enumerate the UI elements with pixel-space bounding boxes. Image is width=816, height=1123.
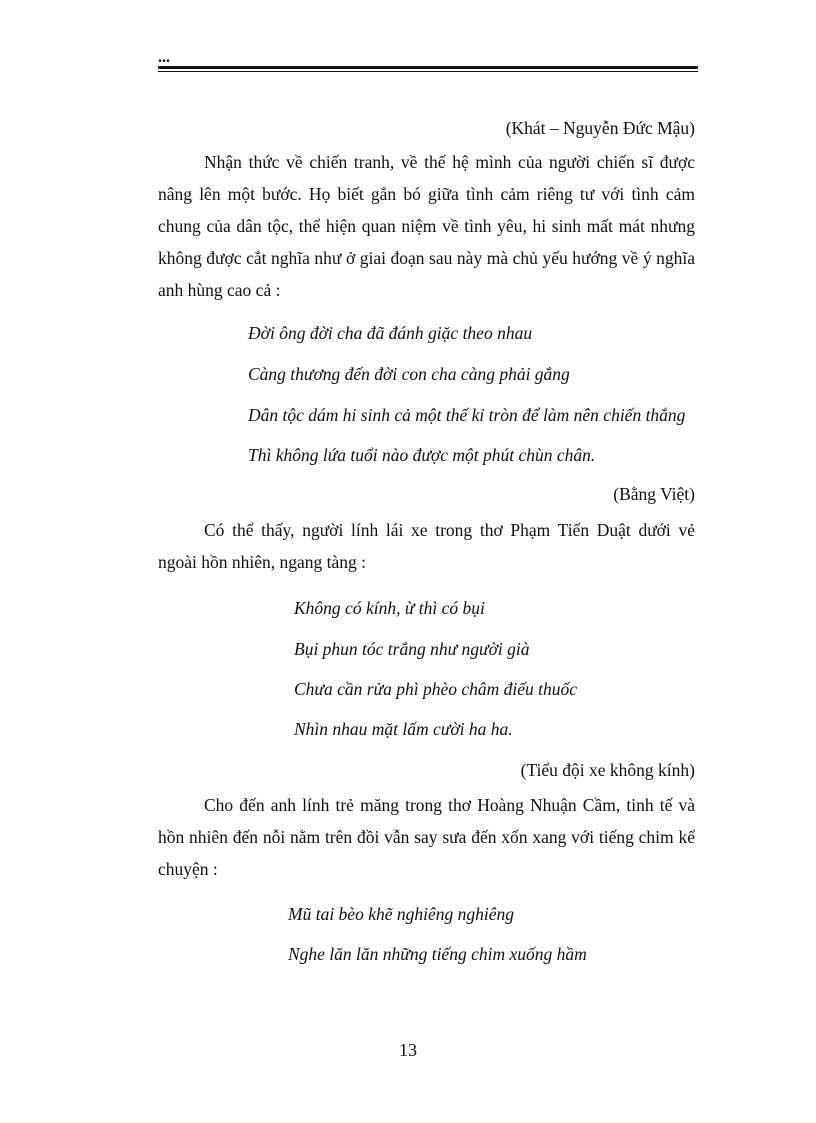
page-number: 13 (399, 1040, 417, 1060)
poem-line: Không có kính, ừ thì có bụi (294, 598, 485, 618)
poem-line: Mũ tai bèo khẽ nghiêng nghiêng (288, 904, 514, 924)
attribution-tieu-doi-xe: (Tiểu đội xe không kính) (520, 760, 695, 780)
poem-line: Thì không lứa tuổi nào được một phút chùn chân. (248, 445, 596, 465)
poem-line: Bụi phun tóc trắng như người già (294, 639, 530, 659)
header-ellipsis: ... (158, 49, 170, 66)
header-rule (158, 66, 698, 72)
poem-line: Nghe lăn lăn những tiếng chim xuống hầm (288, 944, 587, 964)
poem-line: Dân tộc dám hi sinh cả một thế kỉ tròn để làm nên chiến thắng (248, 405, 686, 425)
paragraph-war-awareness: Nhận thức về chiến tranh, về thế hệ mình của người chiến sĩ được nâng lên một bước. Họ biết gắn bó giữa tình cảm riêng tư với tình cảm chung của dân tộc, thể hiện quan niệm về tình yêu, hi sinh mất mát nhưng không được cắt nghĩa như ở giai đoạn sau này mà chủ yếu hướng về ý nghĩa anh hùng cao cả : (158, 152, 695, 300)
paragraph-hoang-nhuan-cam: Cho đến anh lính trẻ măng trong thơ Hoàng Nhuận Cầm, tinh tế và hồn nhiên đến nỗi nằm trên đồi vẫn say sưa đến xốn xang với tiếng chim kể chuyện : (158, 795, 695, 879)
poem-line: Đời ông đời cha đã đánh giặc theo nhau (248, 323, 533, 343)
attribution-bang-viet: (Bằng Việt) (613, 484, 695, 504)
paragraph-pham-tien-duat: Có thể thấy, người lính lái xe trong thơ Phạm Tiến Duật dưới vẻ ngoài hồn nhiên, ngang tàng : (158, 520, 695, 572)
poem-line: Nhìn nhau mặt lấm cười ha ha. (294, 719, 513, 739)
poem-line: Càng thương đến đời con cha càng phải gắng (248, 364, 570, 384)
attribution-khat: (Khát – Nguyễn Đức Mậu) (505, 118, 695, 138)
poem-line: Chưa cần rửa phì phèo châm điếu thuốc (294, 679, 578, 699)
